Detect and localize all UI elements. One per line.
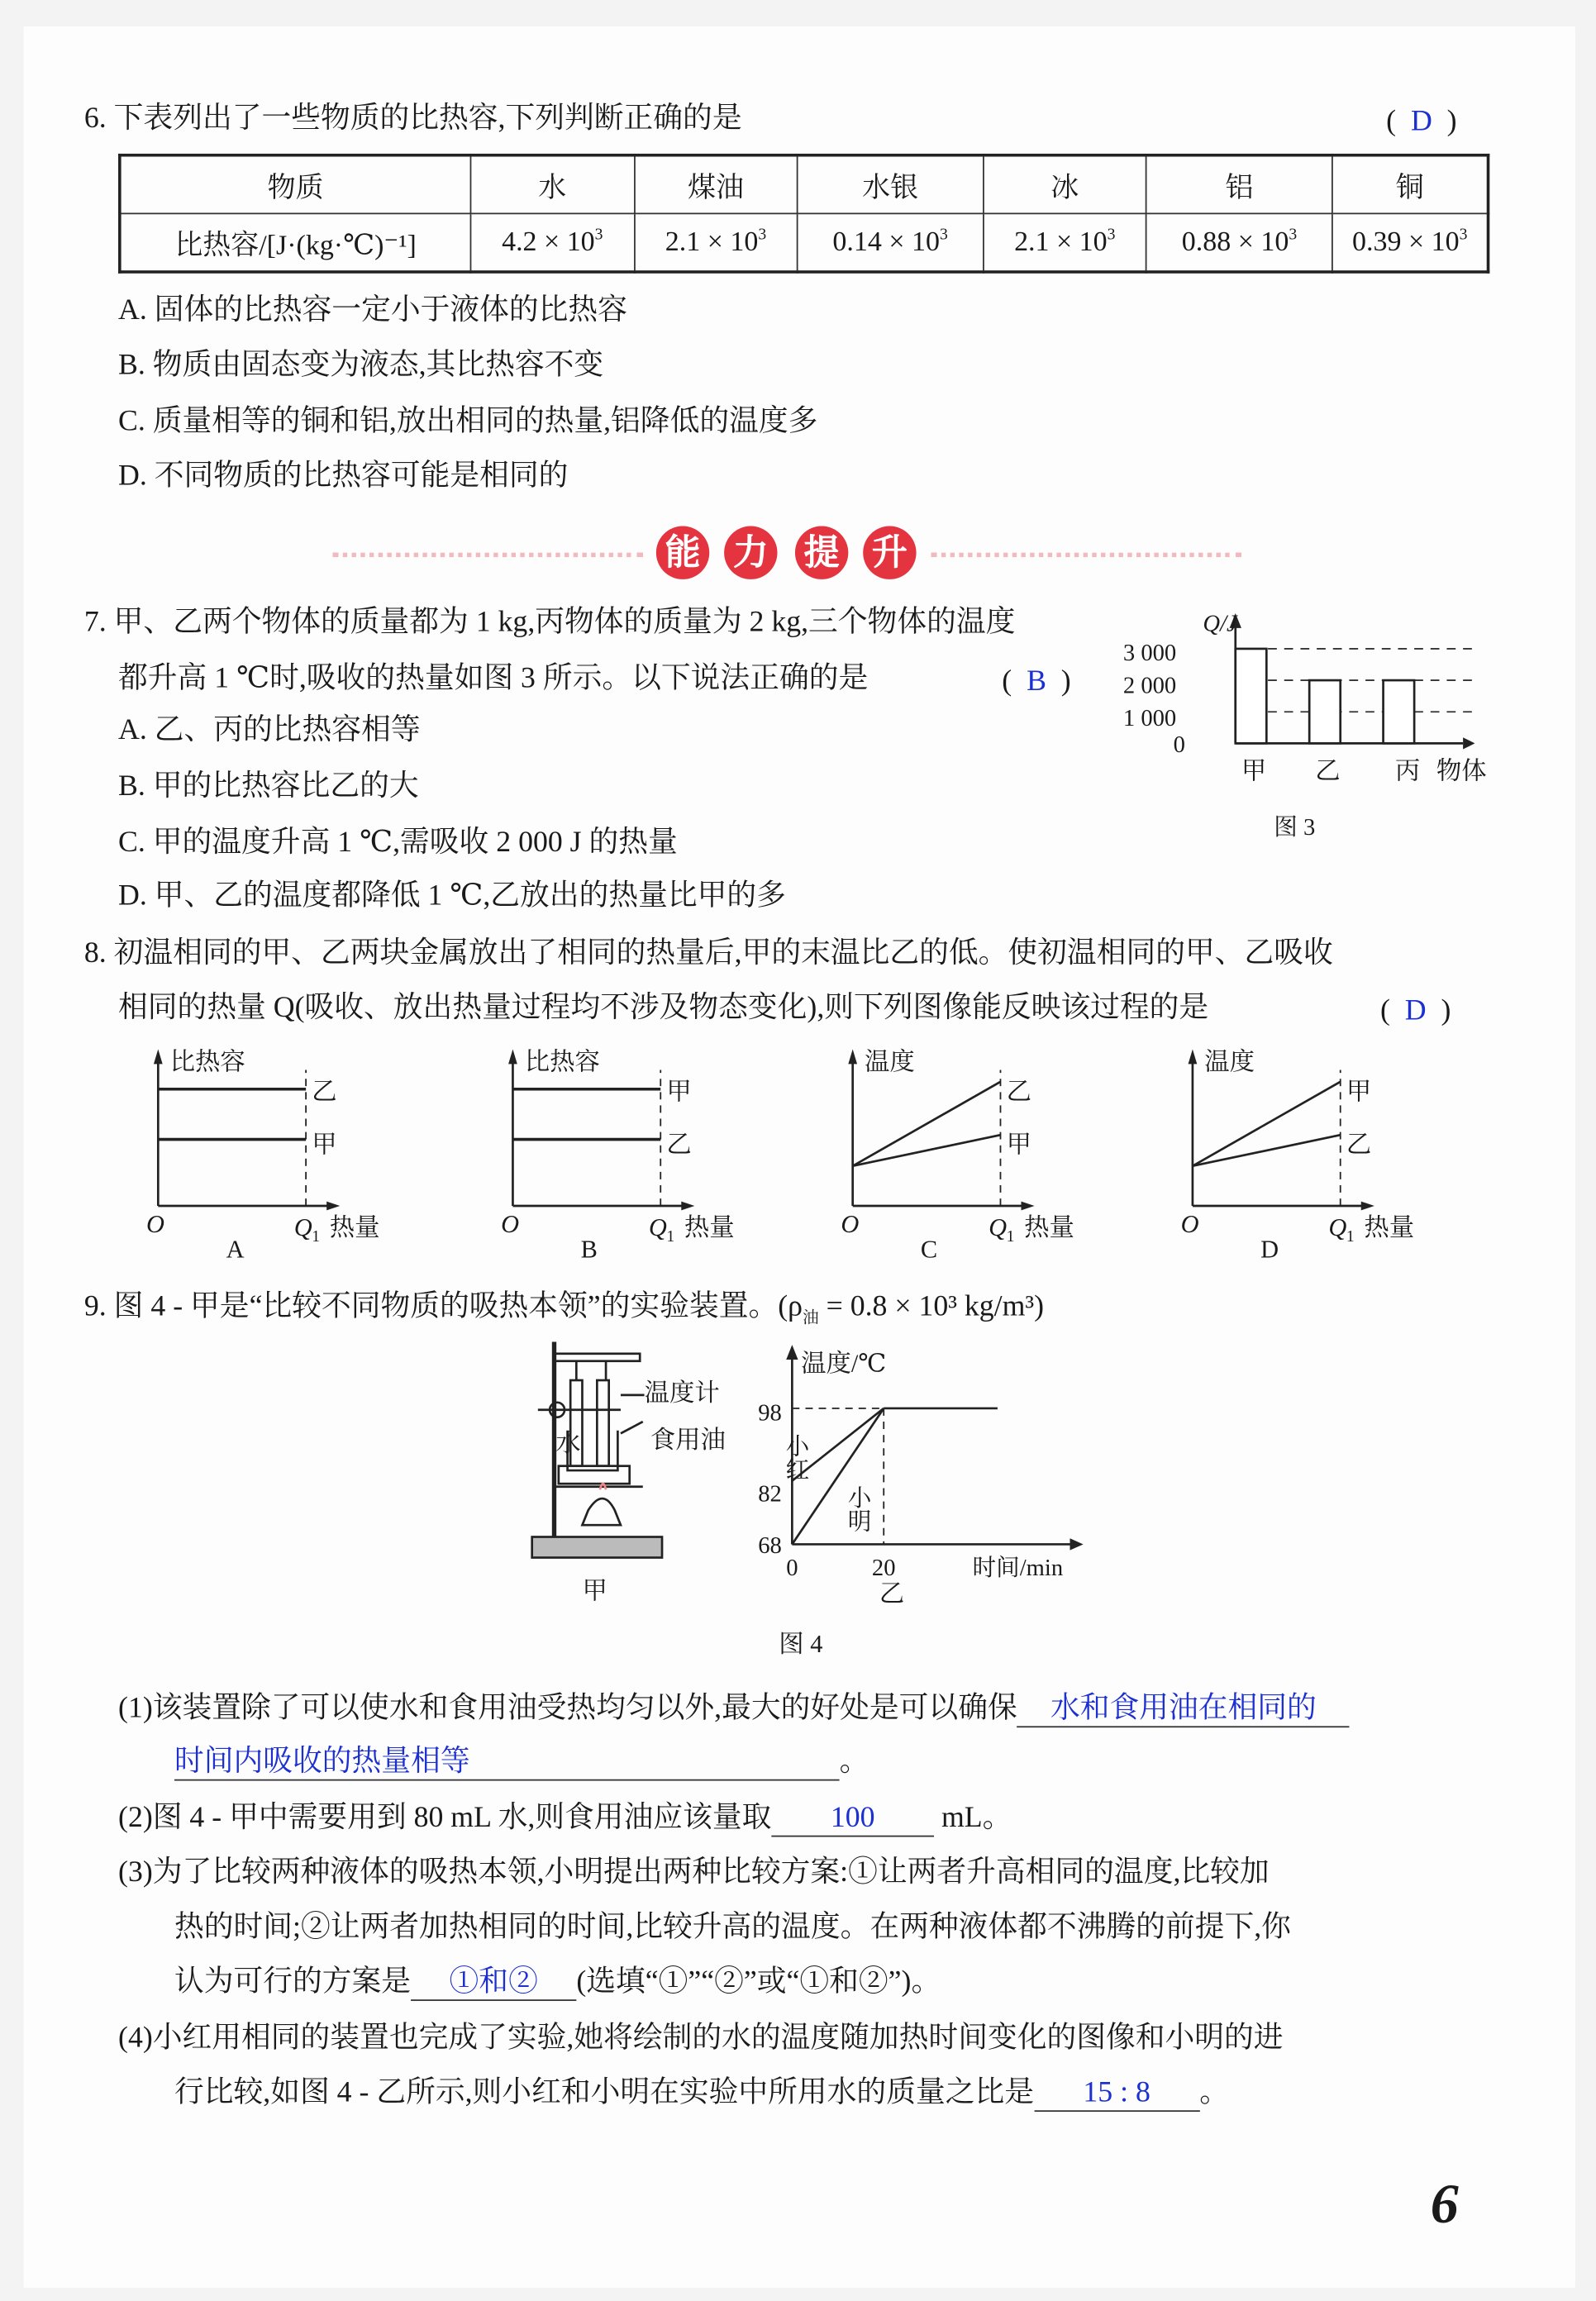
y-axis-arrow — [1189, 1049, 1198, 1064]
x-axis-arrow — [681, 1202, 694, 1211]
q6-option-a: A. 固体的比热容一定小于液体的比热容 — [118, 293, 627, 327]
q7-line2: 都升高 1 ℃时,吸收的热量如图 3 所示。以下说法正确的是 — [118, 662, 869, 695]
x-axis-arrow — [1463, 737, 1475, 749]
table-header: 水 — [470, 155, 634, 214]
graph-y-label: 温度/℃ — [801, 1349, 887, 1378]
x-axis-label: 物体 — [1436, 756, 1487, 785]
y-axis-label: Q/J — [1203, 611, 1237, 637]
figure-3-bar-chart — [1108, 598, 1508, 850]
q9-sub4-line2: 行比较,如图 4 - 乙所示,则小红和小明在实验中所用水的质量之比是 15 : 8 。 — [174, 2075, 1229, 2112]
x-tick-20: 20 — [871, 1555, 896, 1582]
y-axis-arrow — [154, 1049, 163, 1064]
q8-line1: 8. 初温相同的甲、乙两块金属放出了相同的热量后,甲的末温比乙的低。使初温相同的甲、乙吸收 — [83, 936, 1333, 969]
q1-subscript: 1 — [1006, 1227, 1015, 1246]
table-row — [120, 213, 1489, 272]
table-header-row — [120, 155, 1489, 214]
x-axis-label: 热量 — [329, 1212, 380, 1241]
q9-stem: 9. 图 4 - 甲是“比较不同物质的吸热本领”的实验装置。($\rho_油 = 0.8 \times 10^3$ kg/m³) — [83, 1289, 1045, 1327]
q6-answer-bracket: ( D ) — [1386, 104, 1457, 138]
thermometer-label: 温度计 — [644, 1379, 720, 1408]
q7-option-c: C. 甲的温度升高 1 ℃,需吸收 2 000 J 的热量 — [118, 826, 678, 859]
series-label-xiaoming: 小明 — [844, 1484, 870, 1533]
q8-line2: 相同的热量 Q(吸收、放出热量过程均不涉及物态变化),则下列图像能反映该过程的是 — [118, 991, 1209, 1025]
q7-option-d: D. 甲、乙的温度都降低 1 ℃,乙放出的热量比甲的多 — [118, 879, 786, 912]
origin-label: O — [1180, 1210, 1199, 1239]
y-tick-98: 98 — [758, 1400, 782, 1427]
q8-graph-A — [141, 1043, 422, 1265]
q8-graph-C — [835, 1043, 1116, 1265]
lower-line — [853, 1135, 1001, 1166]
y-tick-label: 1 000 — [1122, 705, 1177, 731]
y-tick-82: 82 — [758, 1481, 782, 1508]
x-tick-label: 甲 — [1241, 756, 1267, 785]
water-label: 水 — [555, 1428, 581, 1457]
banner-char: 能 — [656, 526, 709, 579]
y-axis-label: 比热容 — [524, 1047, 600, 1076]
series-label-xiaohong: 小红 — [782, 1433, 808, 1481]
banner-char: 升 — [863, 526, 916, 579]
q9-sub1-answer-cont: 时间内吸收的热量相等 — [174, 1744, 840, 1781]
bar-乙 — [1309, 680, 1341, 743]
q1-subscript: 1 — [312, 1227, 321, 1246]
graph-letter: C — [920, 1235, 938, 1264]
q8-answer: D — [1404, 994, 1427, 1027]
q1-subscript: 1 — [666, 1227, 675, 1246]
table-cell: $2.1 \times 10^3$ — [983, 213, 1146, 272]
q6-option-c: C. 质量相等的铜和铝,放出相同的热量,铝降低的温度多 — [118, 404, 818, 438]
banner-divider — [332, 553, 642, 557]
q9-sub1-answer: 水和食用油在相同的 — [1017, 1690, 1350, 1727]
q6-answer: D — [1410, 104, 1432, 138]
q9-sub3-line3: 认为可行的方案是 ①和② (选填“①”“②”或“①和②”)。 — [174, 1964, 941, 2001]
upper-line-label: 乙 — [312, 1077, 337, 1106]
bar-甲 — [1236, 649, 1267, 743]
table-row-label: 比热容/[J·(kg·℃)⁻¹] — [120, 213, 471, 272]
table-cell: $4.2 \times 10^3$ — [470, 213, 634, 272]
origin-label: O — [841, 1210, 860, 1239]
table-cell: $2.1 \times 10^3$ — [634, 213, 798, 272]
x-axis-label: 热量 — [684, 1212, 735, 1241]
q9-sub3-line1: (3)为了比较两种液体的吸热本领,小明提出两种比较方案:①让两者升高相同的温度,比较加 — [118, 1856, 1270, 1889]
q9-sub2: (2)图 4 - 甲中需要用到 80 mL 水,则食用油应该量取 100 mL。 — [118, 1800, 1012, 1837]
q8-answer-bracket: ( D ) — [1379, 994, 1451, 1027]
graph-letter: D — [1260, 1235, 1279, 1264]
q9-sub1: (1)该装置除了可以使水和食用油受热均匀以外,最大的好处是可以确保 水和食用油在相同的 — [118, 1690, 1350, 1727]
y-axis-arrow — [848, 1049, 857, 1064]
q6-stem: 6. 下表列出了一些物质的比热容,下列判断正确的是 — [83, 102, 742, 135]
banner-divider — [931, 553, 1241, 557]
page-number: 6 — [1430, 2174, 1459, 2237]
y-tick-label: 3 000 — [1122, 641, 1177, 667]
upper-line-label: 甲 — [1346, 1077, 1372, 1106]
fig4-right-caption: 乙 — [879, 1579, 905, 1608]
banner-char: 力 — [724, 526, 777, 579]
lower-line-label: 乙 — [666, 1130, 692, 1159]
table-header: 冰 — [983, 155, 1146, 214]
graph-letter: B — [580, 1235, 598, 1264]
y-axis-arrow — [786, 1345, 798, 1360]
bar-丙 — [1384, 680, 1415, 743]
graph-letter: A — [226, 1235, 245, 1264]
table-header: 煤油 — [634, 155, 798, 214]
y-tick-68: 68 — [758, 1533, 782, 1560]
lower-line-label: 乙 — [1346, 1130, 1372, 1159]
table-cell: $0.39 \times 10^3$ — [1332, 213, 1489, 272]
x-axis-arrow — [1361, 1202, 1374, 1211]
q6-option-d: D. 不同物质的比热容可能是相同的 — [118, 460, 569, 493]
q7-option-a: A. 乙、丙的比热容相等 — [118, 713, 421, 746]
x-axis-arrow — [1070, 1538, 1084, 1550]
x-tick-label: 丙 — [1394, 756, 1421, 785]
q9-sub3-answer: ①和② — [411, 1964, 576, 2001]
specific-heat-table — [118, 154, 1489, 274]
q6-option-b: B. 物质由固态变为液态,其比热容不变 — [118, 348, 604, 382]
q1-label: Q — [989, 1212, 1008, 1241]
lower-line — [1193, 1135, 1341, 1166]
x-axis-arrow — [1022, 1202, 1035, 1211]
upper-line-label: 甲 — [666, 1077, 692, 1106]
graph-x-label: 时间/min — [972, 1555, 1064, 1582]
figure-4-caption: 图 4 — [779, 1630, 823, 1659]
apparatus-drawing — [532, 1342, 662, 1558]
q9-sub4-answer: 15 : 8 — [1034, 2075, 1199, 2112]
y-axis-arrow — [508, 1049, 517, 1064]
section-banner — [332, 526, 1249, 586]
q7-answer-bracket: ( B ) — [1002, 665, 1071, 698]
y-axis-label: 温度 — [864, 1047, 915, 1076]
q1-subscript: 1 — [1346, 1227, 1355, 1246]
table-cell: $0.14 \times 10^3$ — [798, 213, 984, 272]
upper-line — [853, 1082, 1001, 1166]
figure-caption: 图 3 — [1274, 815, 1316, 841]
table-header: 水银 — [798, 155, 984, 214]
oil-label: 食用油 — [650, 1426, 726, 1455]
y-axis-label: 比热容 — [169, 1047, 245, 1076]
origin-label: O — [501, 1210, 520, 1239]
x-tick-0: 0 — [786, 1555, 798, 1582]
q8-graph-B — [495, 1043, 776, 1265]
q8-graph-D — [1174, 1043, 1455, 1265]
x-axis-label: 热量 — [1024, 1212, 1074, 1241]
x-axis-arrow — [326, 1202, 340, 1211]
q9-sub4-line1: (4)小红用相同的装置也完成了实验,她将绘制的水的温度随加热时间变化的图像和小明的进 — [118, 2021, 1284, 2055]
table-cell: $0.88 \times 10^3$ — [1146, 213, 1332, 272]
q7-line1: 7. 甲、乙两个物体的质量都为 1 kg,丙物体的质量为 2 kg,三个物体的温度 — [83, 606, 1016, 639]
q1-label: Q — [1328, 1212, 1347, 1241]
q1-label: Q — [648, 1212, 667, 1241]
lower-line-label: 甲 — [1006, 1130, 1032, 1159]
q9-sub1-cont: 时间内吸收的热量相等 。 — [174, 1744, 869, 1781]
y-tick-label: 0 — [1173, 732, 1185, 759]
y-axis-label: 温度 — [1204, 1047, 1255, 1076]
x-tick-label: 乙 — [1315, 756, 1341, 785]
q9-sub3-line2: 热的时间;②让两者加热相同的时间,比较升高的温度。在两种液体都不沸腾的前提下,你 — [174, 1910, 1291, 1944]
banner-char: 提 — [795, 526, 848, 579]
upper-line-label: 乙 — [1006, 1077, 1032, 1106]
lower-line-label: 甲 — [312, 1130, 337, 1159]
origin-label: O — [146, 1210, 164, 1239]
table-header: 铝 — [1146, 155, 1332, 214]
q7-answer: B — [1027, 665, 1046, 698]
fig4-left-caption: 甲 — [582, 1576, 607, 1605]
figure-4 — [517, 1330, 1108, 1626]
y-tick-label: 2 000 — [1122, 673, 1177, 699]
x-axis-label: 热量 — [1364, 1212, 1415, 1241]
table-header: 物质 — [120, 155, 471, 214]
q9-sub2-answer: 100 — [771, 1800, 934, 1837]
q1-label: Q — [293, 1212, 312, 1241]
table-header: 铜 — [1332, 155, 1489, 214]
upper-line — [1193, 1082, 1341, 1166]
q7-option-b: B. 甲的比热容比乙的大 — [118, 769, 419, 803]
